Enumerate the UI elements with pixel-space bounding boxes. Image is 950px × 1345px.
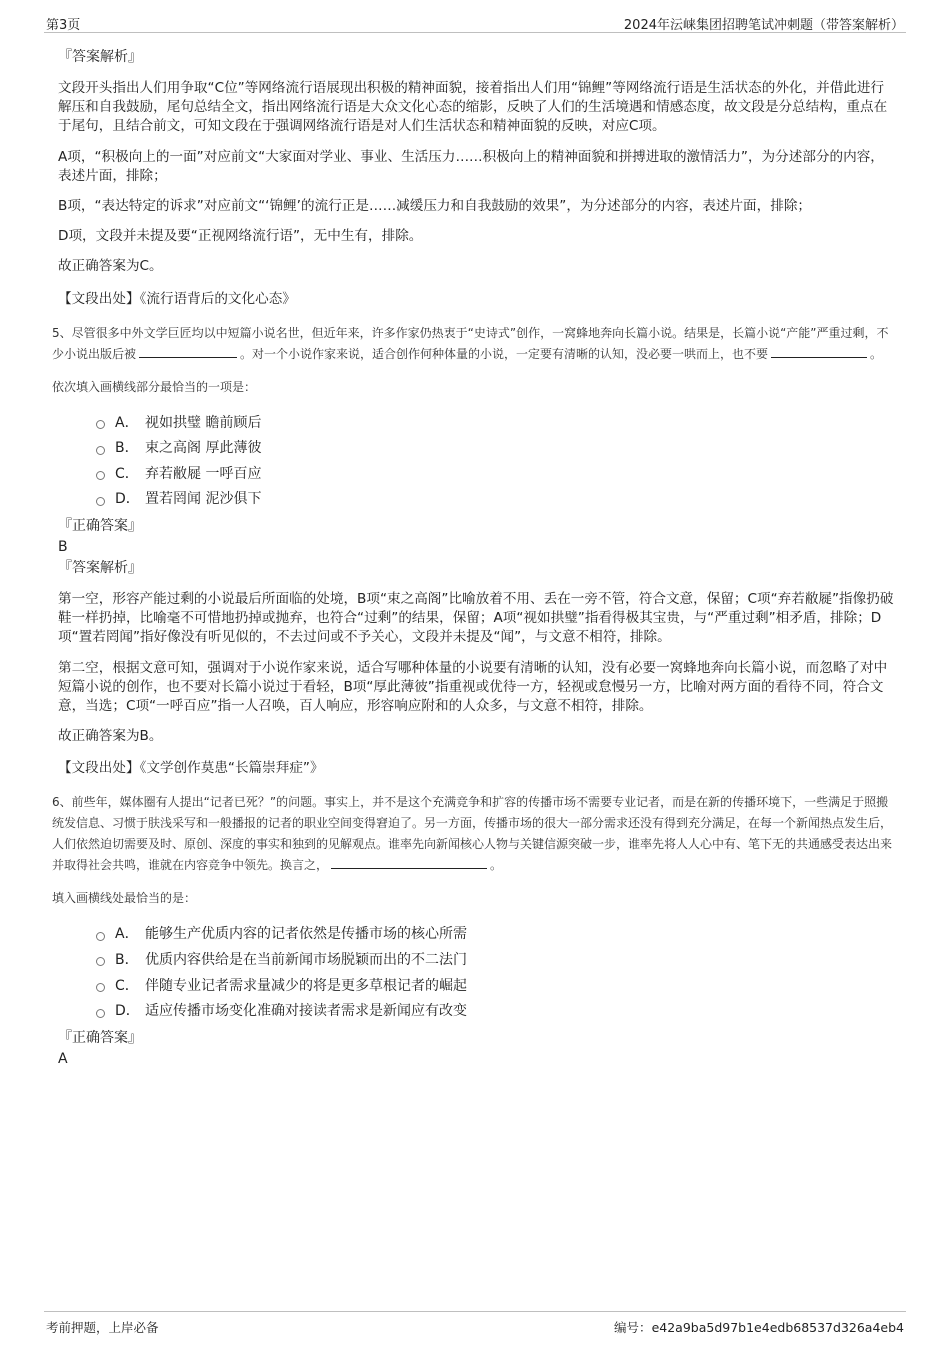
q5-options: [96, 411, 894, 513]
option-text: 能够生产优质内容的记者依然是传播市场的核心所需: [145, 926, 467, 943]
q6-option-a[interactable]: [96, 922, 894, 948]
q5-source: 【文段出处】《文学创作莫患“长篇崇拜症”》: [58, 760, 324, 777]
q5-question-part-1: 5、尽管很多中外文学巨匠均以中短篇小说名世，但近年来，许多作家仍热衷于“史诗式”创作，一窝蜂地奔向长篇小说。结果是，长篇小说“产能”严重过剩，不少小说出版后被: [52, 325, 889, 361]
q5-question-part-2: 。对一个小说作家来说，适合创作何种体量的小说，一定要有清晰的认知，没必要一哄而上，也不要: [240, 346, 769, 361]
option-letter: D．: [115, 491, 140, 508]
document-code: [614, 1318, 904, 1336]
q6-blank: [331, 856, 487, 869]
q4-analysis-paragraph: 故正确答案为C。: [58, 258, 163, 275]
option-letter: C．: [115, 465, 139, 482]
radio-icon[interactable]: [96, 932, 105, 941]
radio-icon[interactable]: [96, 1009, 105, 1018]
document-code-label: 编号：: [614, 1320, 652, 1335]
option-letter: D．: [115, 1003, 140, 1020]
option-text: 束之高阁 厚此薄彼: [145, 440, 262, 457]
option-text: 视如拱璧 瞻前顾后: [145, 414, 262, 431]
page-footer: [0, 1305, 950, 1345]
q4-analysis-paragraph: B项，“表达特定的诉求”对应前文“‘锦鲤’的流行正是……减缓压力和自我鼓励的效果”，为分述部分的内容，表述片面，排除；: [58, 198, 812, 215]
q5-prompt: 依次填入画横线部分最恰当的一项是：: [52, 379, 257, 394]
option-letter: C．: [115, 977, 139, 994]
q4-analysis-paragraph: D项，文段并未提及要“正视网络流行语”，无中生有，排除。: [58, 228, 423, 245]
q5-analysis-label: 『答案解析』: [58, 560, 142, 576]
footer-slogan: 考前押题，上岸必备: [46, 1320, 159, 1335]
q6-prompt: 填入画横线处最恰当的是：: [52, 891, 197, 906]
q6-question-end: 。: [490, 858, 503, 873]
header-divider: [44, 32, 906, 33]
option-letter: A．: [115, 414, 139, 431]
q5-option-a[interactable]: [96, 411, 894, 437]
q5-analysis-paragraph: 故正确答案为B。: [58, 728, 163, 745]
radio-icon[interactable]: [96, 497, 105, 506]
q6-correct-answer: A: [58, 1050, 68, 1067]
q6-question-text: [52, 792, 894, 876]
q6-option-b[interactable]: [96, 948, 894, 974]
option-text: 优质内容供给是在当前新闻市场脱颖而出的不二法门: [145, 952, 467, 969]
footer-divider: [44, 1311, 906, 1312]
q5-correct-answer: B: [58, 539, 68, 555]
q5-option-b[interactable]: [96, 436, 894, 462]
q4-analysis-paragraph: A项，“积极向上的一面”对应前文“大家面对学业、事业、生活压力……积极向上的精神面貌和拼搏进取的激情活力”，为分述部分的内容，表述片面，排除；: [58, 148, 884, 184]
q4-analysis-label: 『答案解析』: [58, 49, 142, 65]
option-text: 置若罔闻 泥沙俱下: [145, 491, 262, 508]
q6-correct-label: 『正确答案』: [58, 1029, 142, 1046]
option-letter: B．: [115, 440, 139, 457]
page-number: 第3页: [46, 18, 81, 33]
q6-option-d[interactable]: [96, 999, 894, 1025]
q6-options: [96, 922, 894, 1024]
q5-question-text: [52, 323, 894, 365]
radio-icon[interactable]: [96, 983, 105, 992]
option-letter: B．: [115, 952, 139, 969]
q5-blank-2: [771, 345, 867, 358]
page-header: [0, 0, 950, 32]
q5-correct-label: 『正确答案』: [58, 518, 142, 534]
radio-icon[interactable]: [96, 446, 105, 455]
q4-source: 【文段出处】《流行语背后的文化心态》: [58, 290, 296, 307]
document-title: 2024年沄崃集团招聘笔试冲刺题（带答案解析）: [623, 18, 904, 33]
q5-question-end: 。: [870, 346, 883, 361]
document-code-value: e42a9ba5d97b1e4edb68537d326a4eb4: [651, 1320, 904, 1335]
radio-icon[interactable]: [96, 957, 105, 966]
radio-icon[interactable]: [96, 471, 105, 480]
q6-question-body: 6、前些年，媒体圈有人提出“记者已死？”的问题。事实上，并不是这个充满竞争和扩容的传播市场不需要专业记者，而是在新的传播环境下，一些满足于照搬统发信息、习惯于肤浅采写和一般播报的记者的职业空间变得窘迫了。另一方面，传播市场的很大一部分需求还没有得到充分满足，在每一个新闻热点发生后，人们依然迫切需要及时、原创、深度的事实和独到的见解观点。谁率先向新闻核心人物与关键信源突破一步，谁率先将人人心中有、笔下无的共通感受表达出来并取得社会共鸣，谁就在内容竞争中领先。换言之，: [52, 795, 893, 873]
q5-analysis-paragraph: 第二空，根据文意可知，强调对于小说作家来说，适合写哪种体量的小说要有清晰的认知，没有必要一窝蜂地奔向长篇小说，而忽略了对中短篇小说的创作，也不要对长篇小说过于看轻，B项“厚此薄彼”指重视或优待一方，轻视或怠慢另一方，比喻对两方面的看待不同，符合文意，当选；C项“一呼百应”指一人召唤，百人响应，形容响应附和的人众多，与文意不相符，排除。: [58, 659, 888, 715]
option-text: 弃若敝屣 一呼百应: [145, 465, 262, 482]
option-text: 伴随专业记者需求量减少的将是更多草根记者的崛起: [145, 977, 467, 994]
q5-analysis-paragraph: 第一空，形容产能过剩的小说最后所面临的处境，B项“束之高阁”比喻放着不用、丢在一旁不管，符合文意，保留；C项“弃若敝屣”指像扔破鞋一样扔掉，比喻毫不可惜地扔掉或抛弃，也符合“过剩”的结果，保留；A项“视如拱璧”指看得极其宝贵，与“严重过剩”相矛盾，排除；D项“置若罔闻”指好像没有听见似的，不去过问或不予关心，文段并未提及“闻”，与文意不相符，排除。: [58, 591, 894, 646]
q5-option-c[interactable]: [96, 462, 894, 488]
option-letter: A．: [115, 926, 139, 943]
page-content: [52, 48, 894, 1068]
radio-icon[interactable]: [96, 420, 105, 429]
q5-blank-1: [139, 345, 237, 358]
option-text: 适应传播市场变化准确对接读者需求是新闻应有改变: [145, 1003, 467, 1020]
q5-option-d[interactable]: [96, 487, 894, 513]
q6-option-c[interactable]: [96, 974, 894, 1000]
q4-analysis-paragraph: 文段开头指出人们用争取“C位”等网络流行语展现出积极的精神面貌，接着指出人们用“锦鲤”等网络流行语是生活状态的外化，并借此进行解压和自我鼓励，尾句总结全文，指出网络流行语是大众文化心态的缩影，反映了人们的生活境遇和情感态度，故文段是分总结构，重点在于尾句，且结合前文，可知文段在于强调网络流行语是对人们生活状态和精神面貌的反映，对应C项。: [58, 80, 888, 135]
